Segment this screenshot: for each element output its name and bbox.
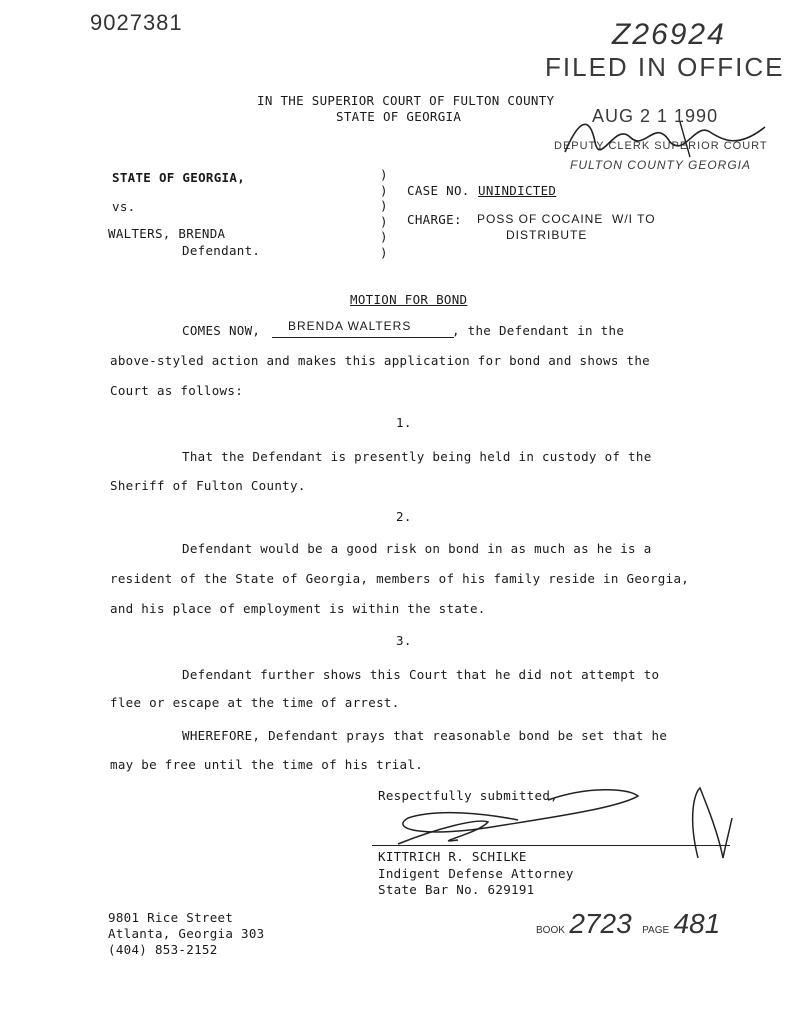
address-street: 9801 Rice Street bbox=[108, 910, 234, 925]
book-page-stamp bbox=[536, 908, 720, 940]
paragraph-2-line-3: and his place of employment is within the state. bbox=[110, 601, 486, 616]
charge-line-1: POSS OF COCAINE W/I TO bbox=[477, 212, 656, 226]
filed-stamp: FILED IN OFFICE bbox=[545, 52, 785, 82]
charge-line-2: DISTRIBUTE bbox=[506, 228, 588, 242]
defendant-role: Defendant. bbox=[182, 243, 261, 258]
intro-after-name: , the Defendant in the bbox=[452, 323, 625, 338]
page-number: 481 bbox=[673, 908, 721, 939]
paragraph-number-3: 3. bbox=[396, 633, 412, 648]
intro-line-2: above-styled action and makes this application for bond and shows the bbox=[110, 353, 650, 368]
handwritten-number: Z26924 bbox=[612, 18, 726, 51]
intro-line-3: Court as follows: bbox=[110, 383, 244, 398]
paragraph-3-line-1: Defendant further shows this Court that he did not attempt to bbox=[182, 667, 660, 682]
book-number: 2723 bbox=[569, 908, 632, 939]
paragraph-1-line-1: That the Defendant is presently being held in custody of the bbox=[182, 449, 652, 464]
versus-label: vs. bbox=[112, 199, 136, 214]
paragraph-1-line-2: Sheriff of Fulton County. bbox=[110, 478, 306, 493]
address-phone: (404) 853-2152 bbox=[108, 942, 218, 957]
deputy-clerk-label: DEPUTY CLERK SUPERIOR COURT bbox=[554, 140, 768, 152]
attorney-title: Indigent Defense Attorney bbox=[378, 866, 574, 881]
plaintiff-name: STATE OF GEORGIA, bbox=[112, 170, 246, 185]
intro-defendant-name: BRENDA WALTERS bbox=[288, 319, 412, 333]
court-state: STATE OF GEORGIA bbox=[336, 109, 462, 124]
book-label: BOOK bbox=[536, 925, 565, 936]
caption-bracket: ) ) ) ) ) ) bbox=[380, 167, 388, 260]
paragraph-number-2: 2. bbox=[396, 509, 412, 524]
case-number-value: UNINDICTED bbox=[478, 183, 557, 198]
court-heading: IN THE SUPERIOR COURT OF FULTON COUNTY bbox=[257, 93, 555, 108]
paragraph-2-line-1: Defendant would be a good risk on bond in as much as he is a bbox=[182, 541, 652, 556]
county-label: FULTON COUNTY GEORGIA bbox=[570, 158, 752, 172]
document-number: 9027381 bbox=[90, 10, 183, 35]
paragraph-2-line-2: resident of the State of Georgia, members of his family reside in Georgia, bbox=[110, 571, 690, 586]
wherefore-line-1: WHEREFORE, Defendant prays that reasonable bond be set that he bbox=[182, 728, 668, 743]
name-underline bbox=[272, 337, 454, 338]
paragraph-number-1: 1. bbox=[396, 415, 412, 430]
address-city: Atlanta, Georgia 303 bbox=[108, 926, 265, 941]
document-title: MOTION FOR BOND bbox=[350, 292, 468, 307]
defendant-name: WALTERS, BRENDA bbox=[108, 226, 226, 241]
intro-comes-now: COMES NOW, bbox=[182, 323, 261, 338]
bar-number: State Bar No. 629191 bbox=[378, 882, 535, 897]
paragraph-3-line-2: flee or escape at the time of arrest. bbox=[110, 695, 400, 710]
clerk-signature-icon bbox=[560, 112, 770, 162]
filed-date: AUG 2 1 1990 bbox=[592, 106, 719, 126]
page-label: PAGE bbox=[642, 925, 670, 936]
signature-line bbox=[372, 845, 730, 846]
case-number-label: CASE NO. bbox=[407, 183, 470, 198]
closing: Respectfully submitted, bbox=[378, 788, 558, 803]
wherefore-line-2: may be free until the time of his trial. bbox=[110, 757, 424, 772]
charge-label: CHARGE: bbox=[407, 212, 462, 227]
attorney-name: KITTRICH R. SCHILKE bbox=[378, 849, 527, 864]
